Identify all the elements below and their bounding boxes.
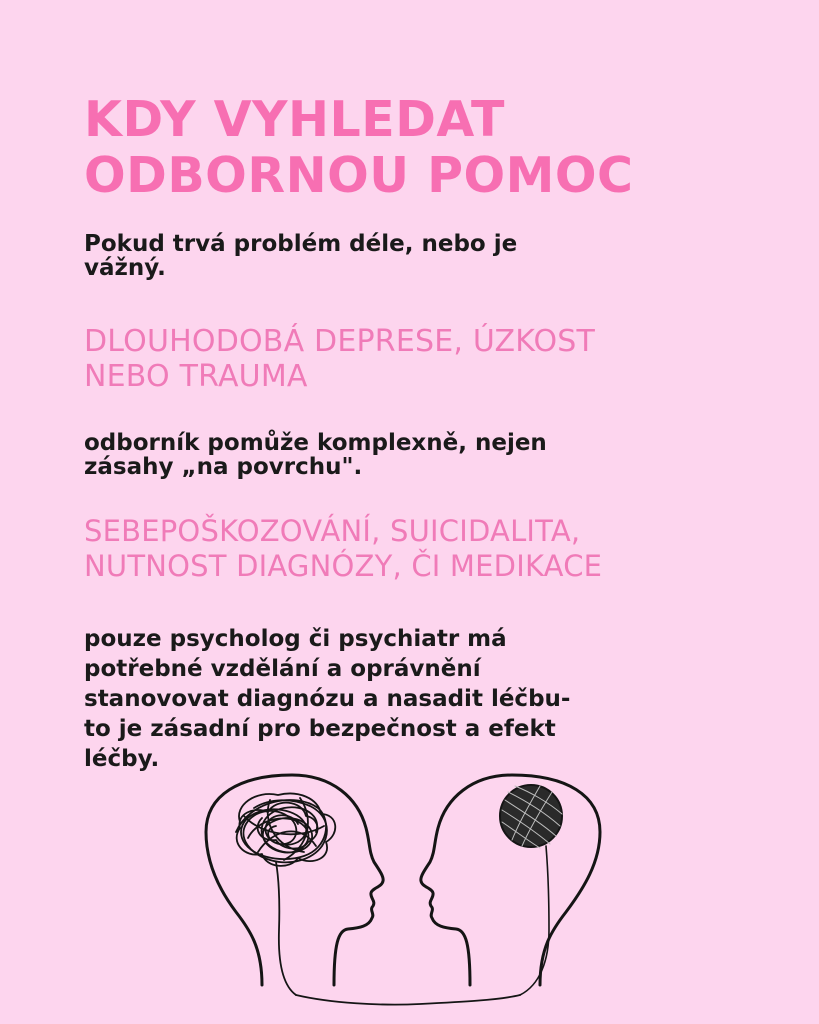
connecting-thread [296, 995, 520, 1005]
section-heading-depression-line-1: DLOUHODOBÁ DEPRESE, ÚZKOST [84, 324, 596, 359]
section-heading-self-harm-line-1: SEBEPOŠKOZOVÁNÍ, SUICIDALITA, [84, 514, 581, 548]
section-text-self-harm-line-1: pouze psycholog či psychiatr má [84, 626, 507, 652]
section-heading-depression-line-2: NEBO TRAUMA [84, 359, 308, 394]
section-text-depression-line-1: odborník pomůže komplexně, nejen [84, 430, 547, 456]
section-heading-self-harm [84, 514, 602, 584]
section-heading-self-harm-line-2: NUTNOST DIAGNÓZY, ČI MEDIKACE [84, 549, 603, 583]
section-text-self-harm-line-4: to je zásadní pro bezpečnost a efekt [84, 716, 556, 742]
intro-text [84, 232, 517, 280]
section-text-self-harm-line-2: potřebné vzdělání a oprávnění [84, 656, 481, 682]
page-title-line-1: KDY VYHLEDAT [84, 91, 505, 148]
section-text-depression [84, 431, 547, 479]
right-head-outline [421, 775, 600, 985]
page-title [84, 92, 634, 204]
intro-line-1: Pokud trvá problém déle, nebo je [84, 231, 518, 257]
yarn-ball [500, 785, 562, 995]
section-text-self-harm-line-5: léčby. [84, 746, 160, 772]
section-text-self-harm-line-3: stanovovat diagnózu a nasadit léčbu- [84, 686, 571, 712]
intro-line-2: vážný. [84, 255, 166, 281]
section-text-depression-line-2: zásahy „na povrchu". [84, 454, 363, 480]
page-title-line-2: ODBORNOU POMOC [84, 147, 634, 204]
tangled-scribble [236, 794, 335, 995]
left-head-outline [206, 775, 383, 985]
section-heading-depression [84, 324, 595, 394]
section-text-self-harm [84, 624, 570, 774]
